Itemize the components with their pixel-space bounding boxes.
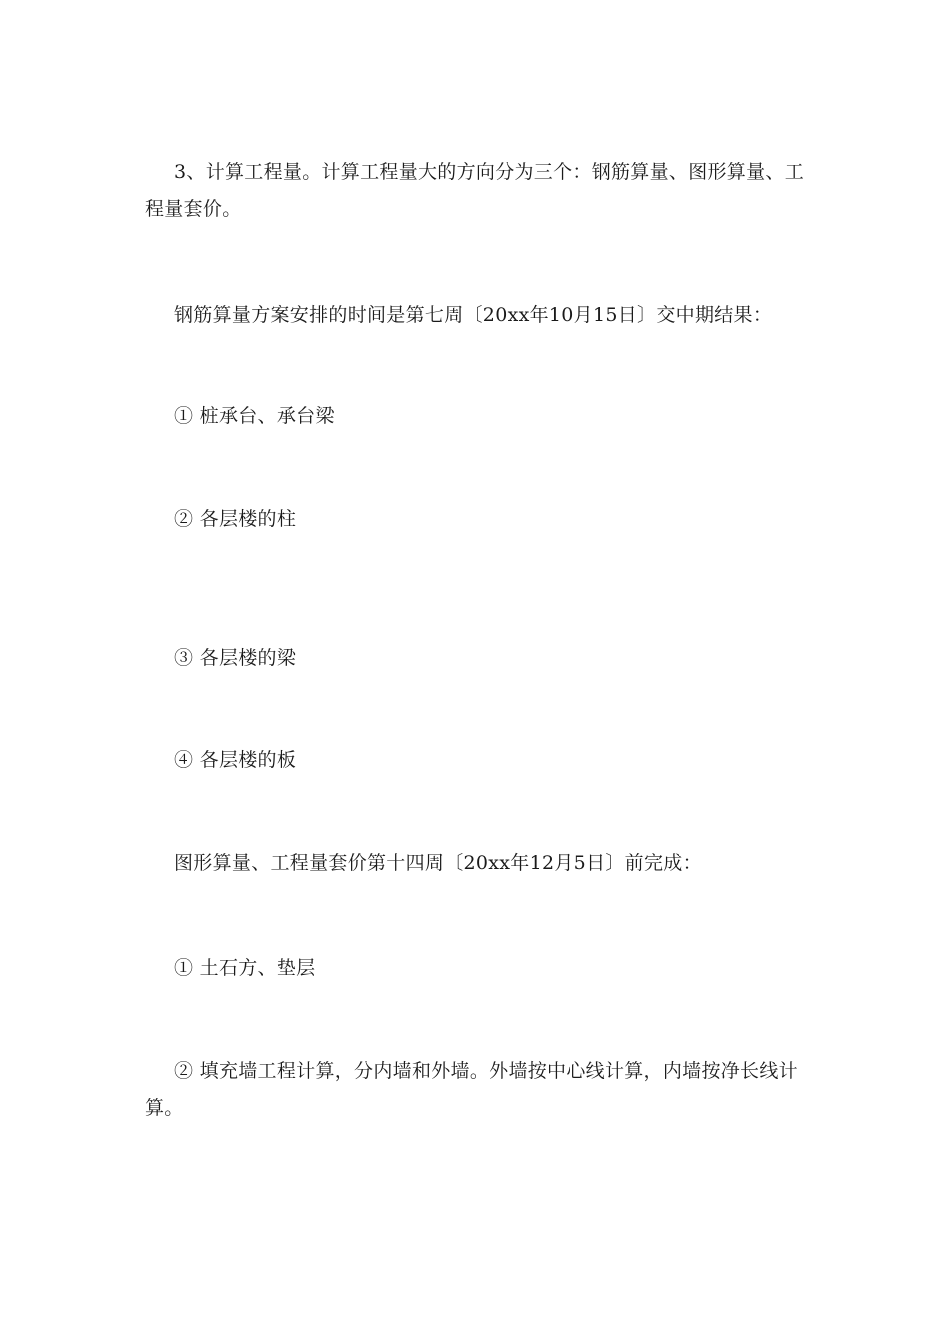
list-item-slabs: ④ 各层楼的板 (174, 749, 297, 771)
paragraph-graphic-schedule: 图形算量、工程量套价第十四周〔20xx年12月5日〕前完成： (174, 852, 702, 874)
list-item-pile-cap: ① 桩承台、承台梁 (174, 405, 335, 427)
list-item-earthwork: ① 土石方、垫层 (174, 957, 316, 979)
list-item-infill-wall: ② 填充墙工程计算，分内墙和外墙。外墙按中心线计算，内墙按净长线计算。 (145, 1060, 798, 1119)
paragraph-calculation-quantities: 3、计算工程量。计算工程量大的方向分为三个：钢筋算量、图形算量、工程量套价。 (145, 161, 804, 220)
list-item-beams: ③ 各层楼的梁 (174, 647, 297, 669)
list-item-columns: ② 各层楼的柱 (174, 508, 297, 530)
paragraph-rebar-schedule: 钢筋算量方案安排的时间是第七周〔20xx年10月15日〕交中期结果： (174, 304, 773, 326)
